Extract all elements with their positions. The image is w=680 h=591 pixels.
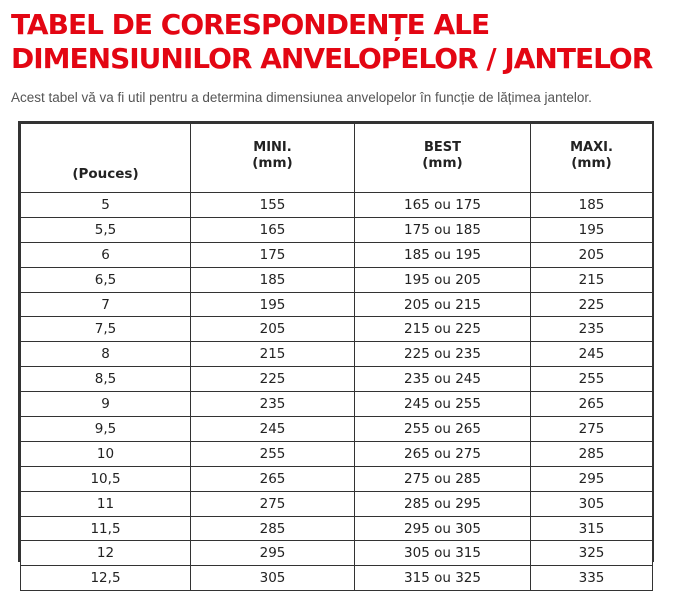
cell-pouces: 6,5 — [21, 267, 191, 292]
table-row — [21, 292, 653, 317]
header-maxi — [531, 124, 653, 193]
cell-maxi: 255 — [531, 367, 653, 392]
cell-mini: 245 — [191, 417, 355, 442]
table-row — [21, 217, 653, 242]
header-mini — [191, 124, 355, 193]
cell-mini: 215 — [191, 342, 355, 367]
cell-mini: 155 — [191, 193, 355, 218]
cell-pouces: 8 — [21, 342, 191, 367]
cell-mini: 255 — [191, 441, 355, 466]
cell-best: 185 ou 195 — [355, 242, 531, 267]
cell-best: 205 ou 215 — [355, 292, 531, 317]
cell-maxi: 325 — [531, 541, 653, 566]
cell-maxi: 285 — [531, 441, 653, 466]
cell-pouces: 11 — [21, 491, 191, 516]
table-row — [21, 342, 653, 367]
cell-mini: 285 — [191, 516, 355, 541]
cell-maxi: 185 — [531, 193, 653, 218]
table-row — [21, 566, 653, 591]
cell-maxi: 315 — [531, 516, 653, 541]
cell-best: 175 ou 185 — [355, 217, 531, 242]
table-row — [21, 541, 653, 566]
cell-best: 305 ou 315 — [355, 541, 531, 566]
cell-pouces: 10,5 — [21, 466, 191, 491]
header-mini-label: MINI. — [253, 140, 292, 155]
cell-best: 225 ou 235 — [355, 342, 531, 367]
cell-pouces: 6 — [21, 242, 191, 267]
table-row — [21, 317, 653, 342]
cell-best: 275 ou 285 — [355, 466, 531, 491]
cell-maxi: 195 — [531, 217, 653, 242]
cell-maxi: 245 — [531, 342, 653, 367]
correspondence-table-container — [18, 121, 654, 587]
correspondence-table — [20, 123, 653, 591]
table-row — [21, 193, 653, 218]
cell-best: 245 ou 255 — [355, 392, 531, 417]
header-maxi-unit: (mm) — [571, 155, 612, 171]
table-row — [21, 367, 653, 392]
table-row — [21, 417, 653, 442]
cell-maxi: 215 — [531, 267, 653, 292]
cell-maxi: 295 — [531, 466, 653, 491]
cell-pouces: 12,5 — [21, 566, 191, 591]
cell-mini: 275 — [191, 491, 355, 516]
header-maxi-label: MAXI. — [570, 140, 613, 155]
header-pouces — [21, 124, 191, 193]
cell-mini: 295 — [191, 541, 355, 566]
cell-best: 195 ou 205 — [355, 267, 531, 292]
page-title: TABEL DE CORESPONDENȚE ALE DIMENSIUNILOR ANVELOPELOR / JANTELOR — [11, 8, 653, 75]
table-row — [21, 242, 653, 267]
cell-pouces: 10 — [21, 441, 191, 466]
cell-pouces: 9,5 — [21, 417, 191, 442]
cell-mini: 305 — [191, 566, 355, 591]
table-row — [21, 392, 653, 417]
cell-mini: 165 — [191, 217, 355, 242]
cell-best: 295 ou 305 — [355, 516, 531, 541]
cell-mini: 185 — [191, 267, 355, 292]
table-row — [21, 516, 653, 541]
table-row — [21, 267, 653, 292]
cell-maxi: 275 — [531, 417, 653, 442]
cell-best: 315 ou 325 — [355, 566, 531, 591]
cell-mini: 195 — [191, 292, 355, 317]
cell-best: 285 ou 295 — [355, 491, 531, 516]
intro-text: Acest tabel vă va fi util pentru a determina dimensiunea anvelopelor în funcție de lățimea jantelor. — [11, 90, 592, 105]
cell-pouces: 11,5 — [21, 516, 191, 541]
cell-pouces: 8,5 — [21, 367, 191, 392]
table-body — [21, 193, 653, 591]
cell-best: 265 ou 275 — [355, 441, 531, 466]
cell-maxi: 305 — [531, 491, 653, 516]
cell-maxi: 225 — [531, 292, 653, 317]
cell-maxi: 335 — [531, 566, 653, 591]
table-row — [21, 491, 653, 516]
cell-best: 255 ou 265 — [355, 417, 531, 442]
cell-mini: 205 — [191, 317, 355, 342]
table-header-row — [21, 124, 653, 193]
cell-best: 235 ou 245 — [355, 367, 531, 392]
cell-mini: 175 — [191, 242, 355, 267]
cell-mini: 235 — [191, 392, 355, 417]
table-row — [21, 466, 653, 491]
cell-mini: 265 — [191, 466, 355, 491]
header-mini-unit: (mm) — [252, 155, 293, 171]
header-pouces-label: (Pouces) — [72, 166, 139, 182]
header-best-unit: (mm) — [422, 155, 463, 171]
cell-best: 165 ou 175 — [355, 193, 531, 218]
cell-pouces: 5 — [21, 193, 191, 218]
cell-pouces: 7,5 — [21, 317, 191, 342]
header-best — [355, 124, 531, 193]
cell-maxi: 205 — [531, 242, 653, 267]
cell-best: 215 ou 225 — [355, 317, 531, 342]
cell-pouces: 9 — [21, 392, 191, 417]
cell-pouces: 5,5 — [21, 217, 191, 242]
cell-maxi: 235 — [531, 317, 653, 342]
table-row — [21, 441, 653, 466]
header-best-label: BEST — [423, 140, 462, 155]
cell-maxi: 265 — [531, 392, 653, 417]
cell-pouces: 7 — [21, 292, 191, 317]
cell-pouces: 12 — [21, 541, 191, 566]
cell-mini: 225 — [191, 367, 355, 392]
